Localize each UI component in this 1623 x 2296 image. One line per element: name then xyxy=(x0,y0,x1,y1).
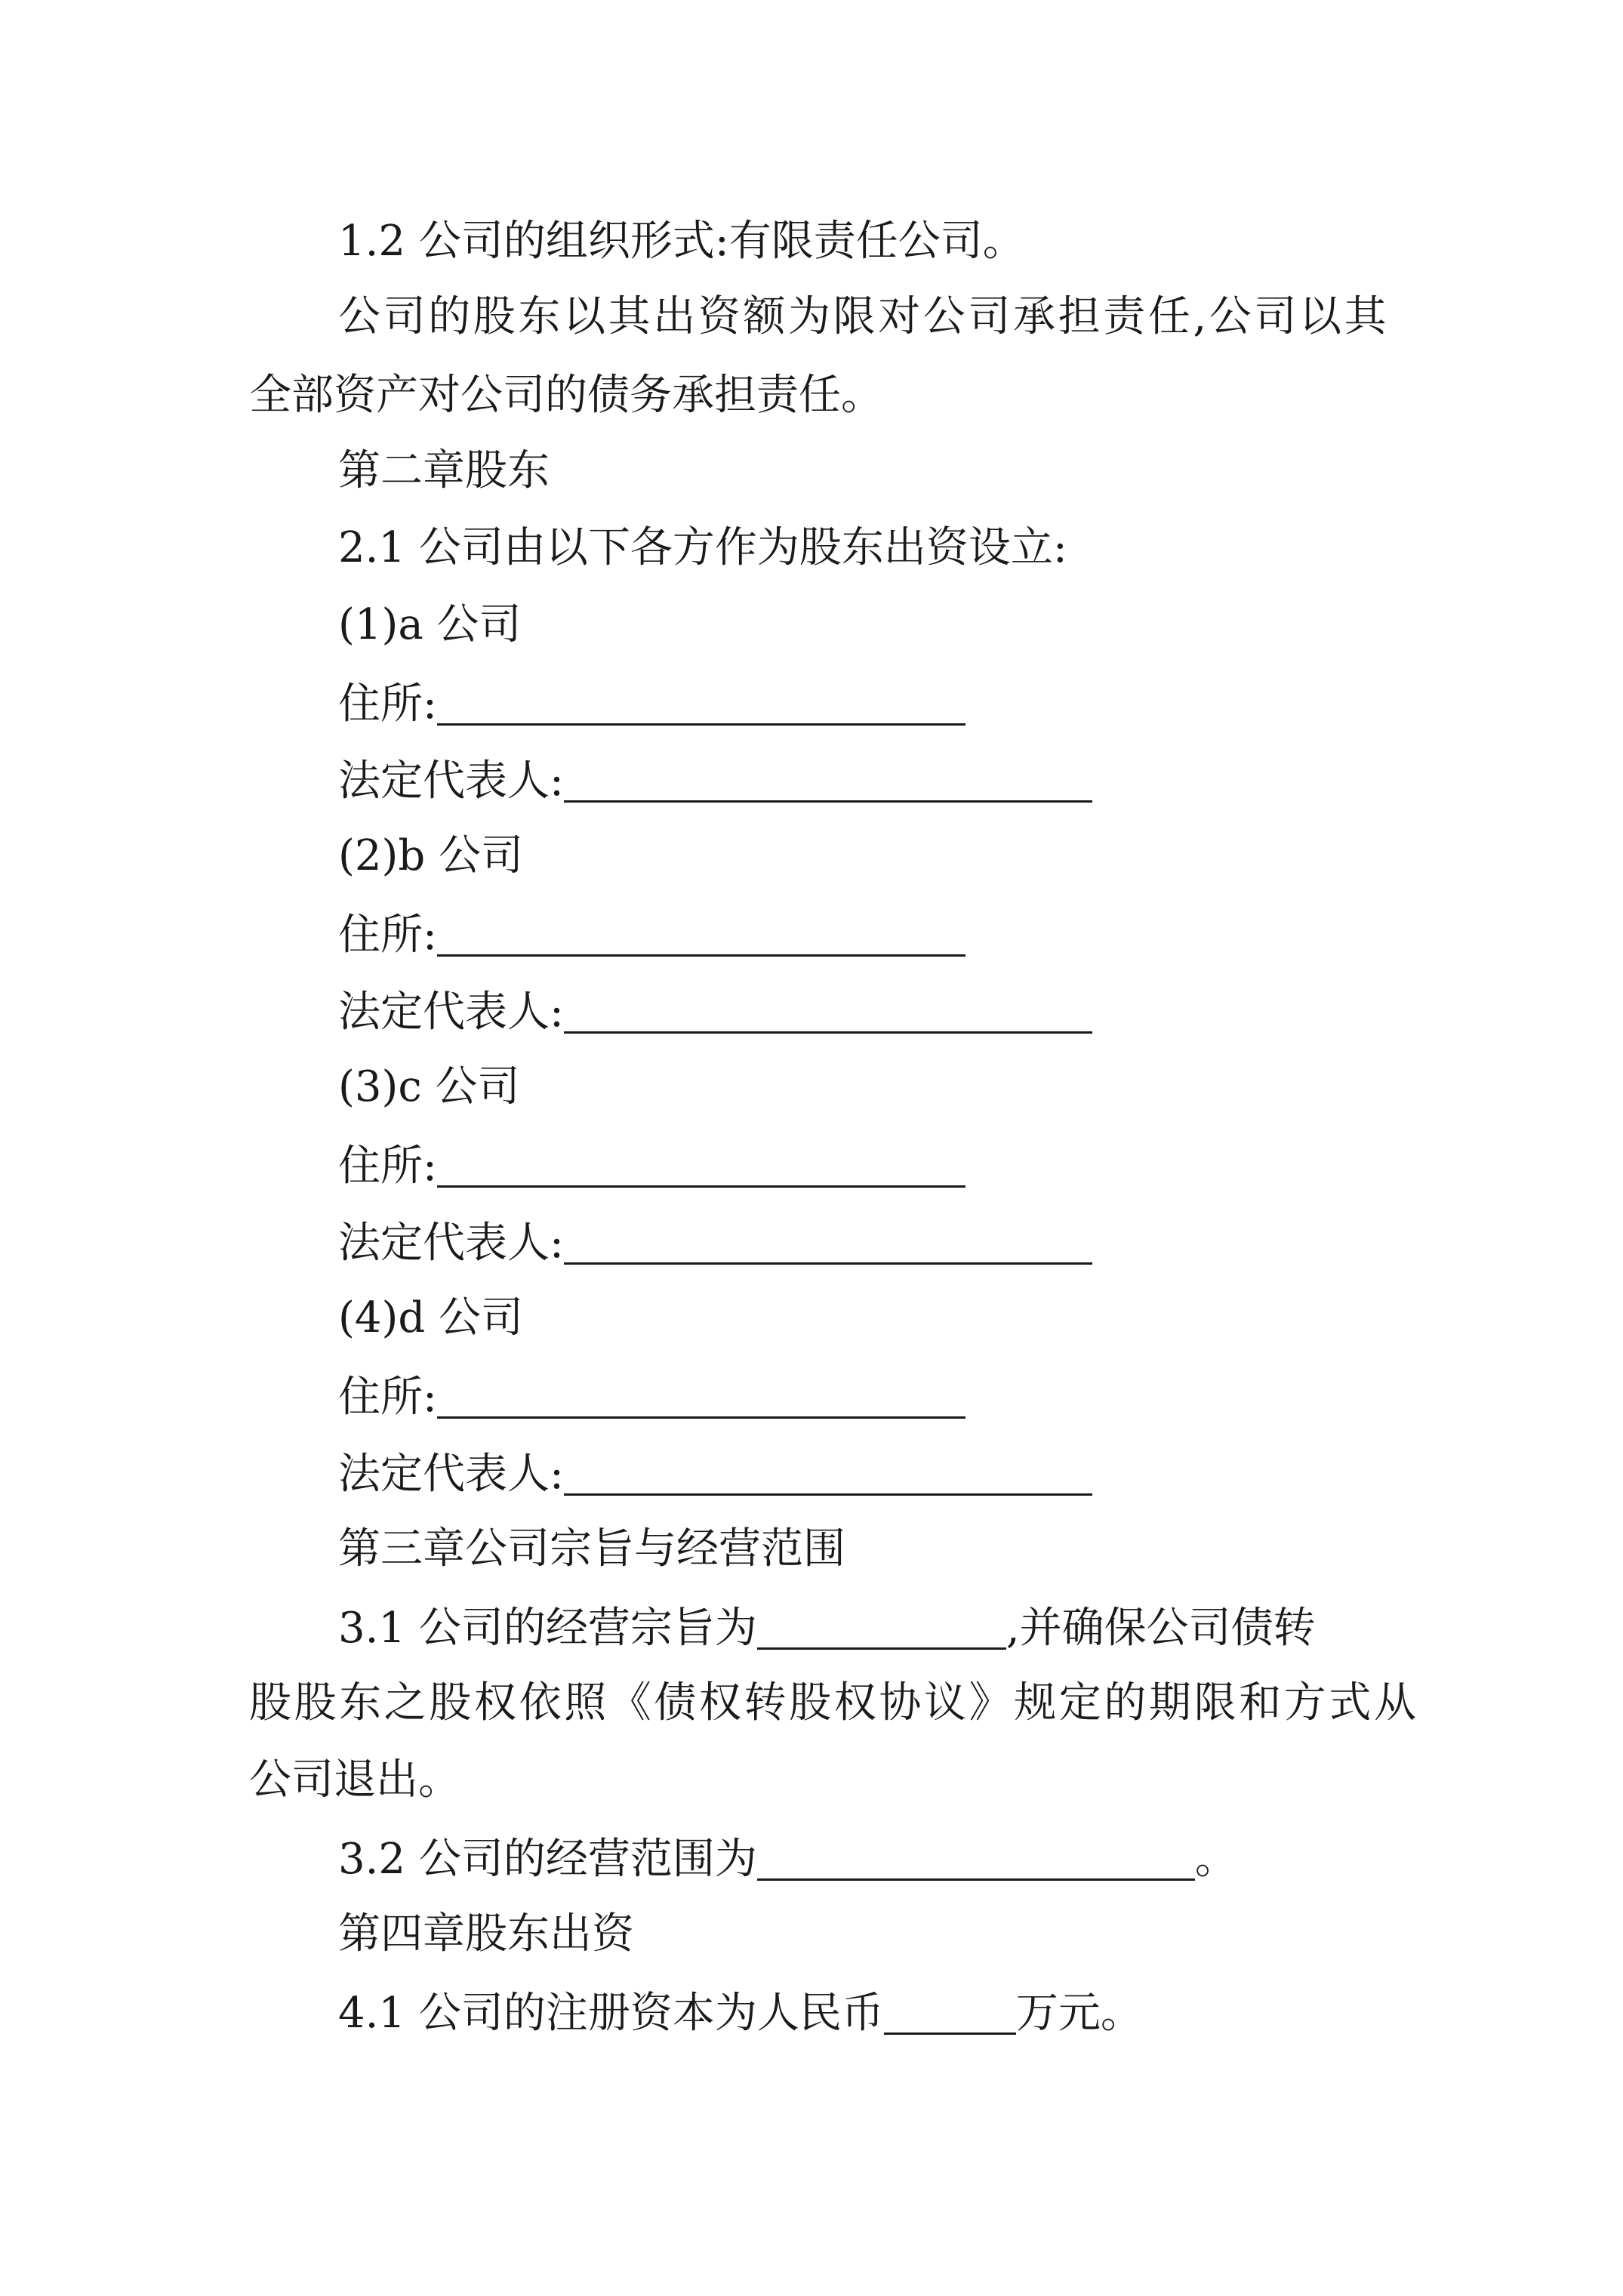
clause-3-1-text: 3.1 公司的经营宗旨为 xyxy=(338,1604,757,1653)
clause-3-2-text: 3.2 公司的经营范围为 xyxy=(338,1835,757,1884)
clause-3-1-line3 xyxy=(249,1755,1374,1804)
shareholder-a xyxy=(338,600,1374,649)
clause-4-1-text: 4.1 公司的注册资本为人民币 xyxy=(338,1989,884,2038)
shareholder-a-name: (1)a 公司 xyxy=(338,600,522,649)
address-label: 住所: xyxy=(338,1373,437,1422)
shareholder-b-name: (2)b 公司 xyxy=(338,831,523,880)
shareholder-d-name: (4)d 公司 xyxy=(338,1293,523,1342)
shareholder-b-rep-row xyxy=(338,988,1374,1037)
shareholder-c-rep-row xyxy=(338,1219,1374,1268)
shareholder-b-address-row xyxy=(338,911,1374,960)
clause-1-2 xyxy=(338,217,1374,266)
clause-3-1 xyxy=(338,1604,1374,1653)
legal-rep-blank[interactable] xyxy=(564,989,1092,1034)
address-blank[interactable] xyxy=(437,1374,965,1419)
liability-text-line1: 公司的股东以其出资额为限对公司承担责任,公司以其 xyxy=(338,292,1390,341)
legal-rep-blank[interactable] xyxy=(564,1451,1092,1496)
shareholder-c xyxy=(338,1062,1374,1111)
legal-rep-label: 法定代表人: xyxy=(338,757,564,806)
legal-rep-blank[interactable] xyxy=(564,1220,1092,1265)
clause-2-1-text: 2.1 公司由以下各方作为股东出资设立: xyxy=(338,523,1067,572)
clause-3-1-text-line3: 公司退出。 xyxy=(249,1755,460,1804)
clause-1-2-text: 1.2 公司的组织形式:有限责任公司。 xyxy=(338,217,1025,266)
address-label: 住所: xyxy=(338,680,437,729)
address-blank[interactable] xyxy=(437,1143,965,1188)
address-blank[interactable] xyxy=(437,681,965,726)
shareholder-d xyxy=(338,1293,1374,1342)
address-blank[interactable] xyxy=(437,912,965,957)
legal-rep-label: 法定代表人: xyxy=(338,1219,564,1268)
chapter-2-title: 第二章股东 xyxy=(338,446,550,495)
clause-3-2 xyxy=(338,1835,1374,1884)
address-label: 住所: xyxy=(338,1142,437,1191)
clause-3-1-text-line2: 股股东之股权依照《债权转股权协议》规定的期限和方式从 xyxy=(249,1678,1419,1727)
legal-rep-blank[interactable] xyxy=(564,758,1092,803)
clause-4-1-unit: 万元。 xyxy=(1015,1989,1143,2038)
shareholder-d-address-row xyxy=(338,1373,1374,1422)
legal-rep-label: 法定代表人: xyxy=(338,1450,564,1499)
shareholder-a-address-row xyxy=(338,680,1374,729)
business-purpose-blank[interactable] xyxy=(757,1605,1006,1650)
shareholder-b xyxy=(338,831,1374,880)
clause-2-1 xyxy=(338,523,1374,572)
shareholder-c-address-row xyxy=(338,1142,1374,1191)
shareholder-c-name: (3)c 公司 xyxy=(338,1062,520,1111)
liability-text-line2: 全部资产对公司的债务承担责任。 xyxy=(249,371,883,420)
clause-4-1 xyxy=(338,1989,1374,2038)
chapter-3-title: 第三章公司宗旨与经营范围 xyxy=(338,1524,845,1573)
address-label: 住所: xyxy=(338,911,437,960)
paragraph-liability-cont xyxy=(249,371,1374,420)
clause-3-2-period: 。 xyxy=(1194,1835,1237,1884)
chapter-4-heading xyxy=(338,1909,1374,1959)
chapter-3-heading xyxy=(338,1524,1374,1573)
chapter-4-title: 第四章股东出资 xyxy=(338,1909,634,1959)
registered-capital-blank[interactable] xyxy=(884,1990,1016,2035)
shareholder-a-rep-row xyxy=(338,757,1374,806)
clause-3-1-line2 xyxy=(249,1678,1419,1727)
paragraph-liability xyxy=(338,292,1390,341)
shareholder-d-rep-row xyxy=(338,1450,1374,1499)
business-scope-blank[interactable] xyxy=(757,1836,1195,1881)
chapter-2-heading xyxy=(338,446,1374,495)
legal-rep-label: 法定代表人: xyxy=(338,988,564,1037)
clause-3-1-text-cont: ,并确保公司债转 xyxy=(1006,1604,1316,1653)
